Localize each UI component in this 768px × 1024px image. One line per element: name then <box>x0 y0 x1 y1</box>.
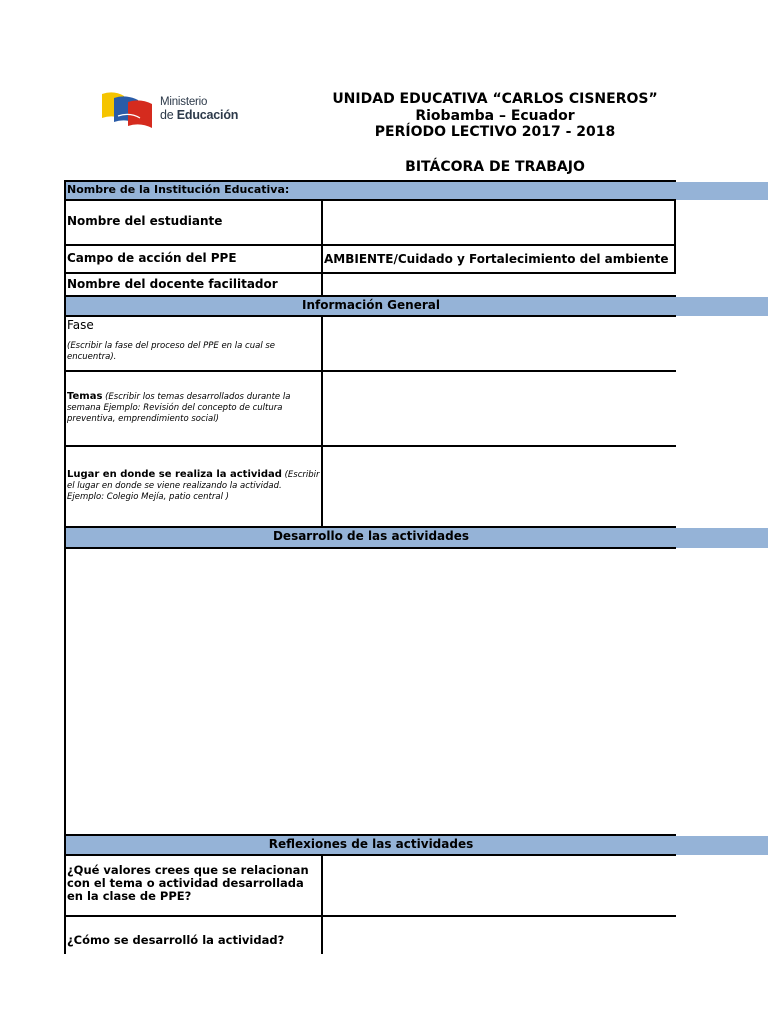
grid-line <box>64 244 676 246</box>
grid-line-divider <box>321 315 323 527</box>
temas-label: Temas <box>67 391 103 402</box>
student-label: Nombre del estudiante <box>67 214 223 228</box>
general-heading: Información General <box>302 298 440 312</box>
logo-line2-prefix: de <box>160 108 177 122</box>
answer-how[interactable] <box>324 917 674 954</box>
grid-line <box>64 295 676 297</box>
answer-values[interactable] <box>324 856 674 914</box>
lugar-note-text: (Escribir el lugar en donde se viene realizando la actividad. Ejemplo: Colegio Mejía, patio central ) <box>67 470 320 502</box>
field-label: Campo de acción del PPE <box>67 251 237 265</box>
field-value[interactable]: AMBIENTE/Cuidado y Fortalecimiento del ambiente <box>324 252 669 266</box>
lugar-label: Lugar en donde se realiza la actividad <box>67 469 282 480</box>
lugar-field[interactable] <box>324 447 674 525</box>
fase-field[interactable] <box>324 317 674 369</box>
grid-line-divider <box>321 199 323 297</box>
temas-note <box>67 391 321 425</box>
institution-label: Nombre de la Institución Educativa: <box>67 183 290 196</box>
document-title: BITÁCORA DE TRABAJO <box>405 159 585 175</box>
logo-line2-bold: Educación <box>176 108 239 122</box>
grid-line <box>64 834 676 836</box>
reflections-heading: Reflexiones de las actividades <box>268 837 474 851</box>
question-values: ¿Qué valores crees que se relacionan con el tema o actividad desarrollada en la clase de PPE? <box>67 863 309 903</box>
grid-line <box>64 199 676 201</box>
grid-line <box>64 272 676 274</box>
development-heading: Desarrollo de las actividades <box>272 529 470 543</box>
grid-line-right <box>674 199 676 274</box>
logo-text <box>160 96 238 122</box>
temas-field[interactable] <box>324 372 674 444</box>
school-name: UNIDAD EDUCATIVA “CARLOS CISNEROS” <box>332 91 658 107</box>
fase-note: (Escribir la fase del proceso del PPE en la cual se encuentra). <box>67 341 276 362</box>
fase-label: Fase <box>67 318 94 332</box>
teacher-label: Nombre del docente facilitador <box>67 277 278 291</box>
temas-note-text: (Escribir los temas desarrollados durante la semana Ejemplo: Revisión del concepto de cultura preventiva, emprendimiento social) <box>67 392 291 424</box>
logo-line2 <box>160 109 238 122</box>
logo-line1: Ministerio <box>160 96 208 108</box>
grid-line <box>64 526 676 528</box>
ministerio-logo <box>100 89 245 131</box>
city-name: Riobamba – Ecuador <box>415 108 575 124</box>
development-area[interactable] <box>66 549 674 833</box>
grid-line <box>64 180 676 182</box>
lugar-note <box>67 469 321 503</box>
question-how: ¿Cómo se desarrolló la actividad? <box>67 933 285 947</box>
ecuador-flag-icon <box>100 90 158 130</box>
school-period: PERÍODO LECTIVO 2017 - 2018 <box>374 124 616 140</box>
